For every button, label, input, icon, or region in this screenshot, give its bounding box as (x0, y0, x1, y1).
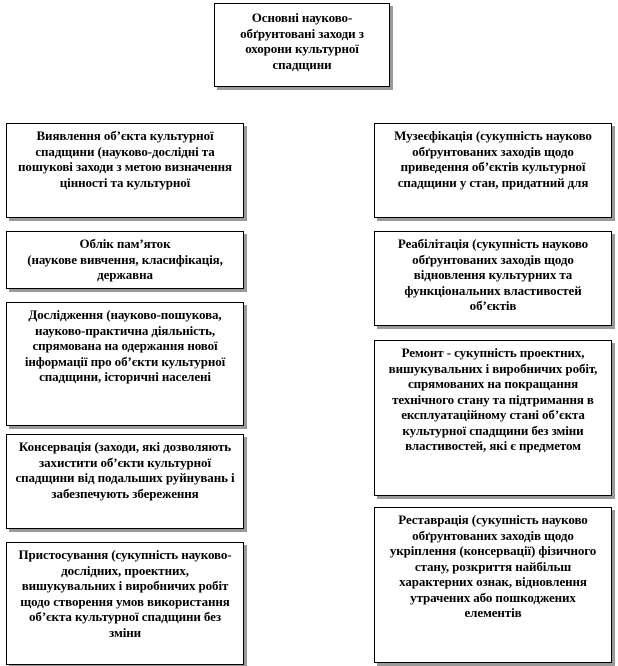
box-registration-title: Облік пам’яток (79, 236, 171, 251)
box-repair-title: Ремонт (401, 345, 444, 360)
box-conservation-desc: (заходи, які дозволяють захистити об’єкти культурної спадщини від подальших руйнувань і забезпечують збереження (15, 439, 235, 501)
box-rehabilitation-desc: (сукупність науково обґрунтованих заходів щодо відновлення культурних та функціональних властивостей об’єктів (404, 236, 589, 313)
box-conservation-title: Консервація (18, 439, 92, 454)
box-research-desc: (науково-пошукова, науково-практична діяльність, спрямована на одержання нової інформації про об’єкти культурної спадщини, історичні населені (24, 307, 226, 384)
main-topic-box (214, 3, 390, 87)
box-museumification (374, 123, 612, 218)
box-rehabilitation (374, 231, 612, 326)
box-research (6, 302, 244, 426)
box-restoration-title: Реставрація (398, 512, 469, 527)
box-identification-title: Виявлення об’єкта культурної спадщини (35, 128, 214, 159)
box-repair (374, 340, 612, 496)
box-identification (6, 123, 244, 218)
box-restoration (374, 507, 612, 663)
box-adaptation-title: Пристосування (18, 547, 109, 562)
box-registration-desc: (наукове вивчення, класифікація, державна (27, 251, 223, 282)
box-identification-desc: (науково-дослідні та пошукові заходи з метою визначення цінності та культурної (18, 143, 232, 190)
box-repair-desc: - сукупність проектних, вишукувальних і виробничих робіт, спрямованих на покращання технічного стану та підтримання в експлуатаційному стані об’єкта культурної спадщини без зміни властивостей, які є предметом (388, 345, 598, 453)
box-museumification-title: Музеєфікація (394, 128, 473, 143)
box-museumification-desc: (сукупність науково обґрунтованих заходів щодо приведення об’єктів культурної спадщини у стан, придатний для (397, 128, 592, 190)
box-restoration-desc: (сукупність науково обґрунтованих заходів щодо укріплення (консервації) фізичного стану, розкриття найбільш характерних ознак, відновлення утрачених або пошкоджених елементів (389, 512, 597, 620)
box-conservation (6, 434, 244, 529)
main-topic-text: Основні науково-обґрунтовані заходи з охорони культурної спадщини (240, 10, 364, 72)
box-adaptation (6, 542, 244, 665)
box-adaptation-desc: (сукупність науково-дослідних, проектних, вишукувальних і виробничих робіт щодо створення умов використання об’єкта культурної спадщини без зміни (20, 547, 232, 640)
box-research-title: Дослідження (28, 307, 104, 322)
box-rehabilitation-title: Реабілітація (397, 236, 469, 251)
box-registration (6, 231, 244, 289)
